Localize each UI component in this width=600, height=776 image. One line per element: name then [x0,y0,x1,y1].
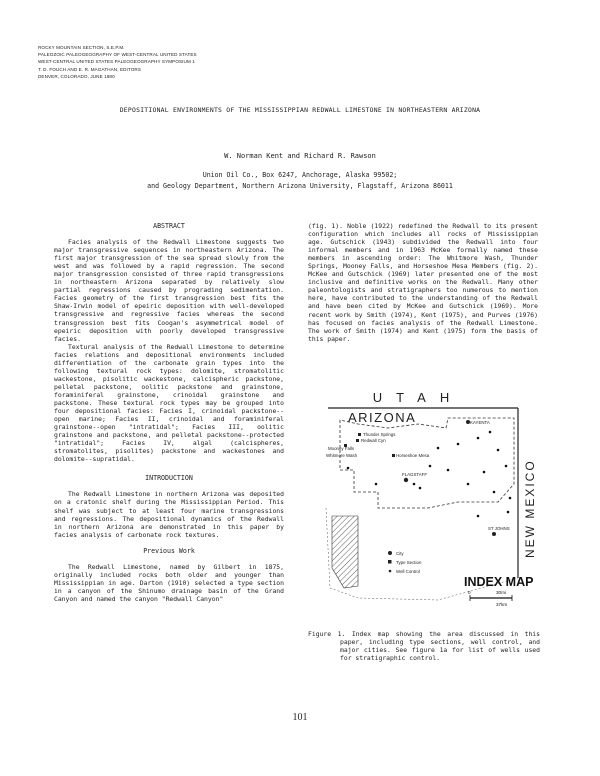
city-marker [404,478,408,482]
index-map-figure [318,388,546,618]
page-number: 101 [292,712,308,723]
well-marker [467,483,470,486]
well-marker [497,449,500,452]
place-label: ST JOHNS [488,526,510,531]
right-column [308,222,538,343]
legend-label: Well Control [396,569,420,574]
abstract-heading: ABSTRACT [153,222,185,230]
introduction-paragraph: The Redwall Limestone in northern Arizona was deposited on a cratonic shelf during the Mississippian Period. This shelf was subject to at least four marine transgressions and regressions. The depositional dynamics of the Redwall in northern Arizona are demonstrated in this paper by facies analysis of carbonate rock textures. [54,490,284,539]
well-marker [493,491,496,494]
legend-city-symbol [388,551,392,555]
paper-title: DEPOSITIONAL ENVIRONMENTS OF THE MISSISSIPPIAN REDWALL LIMESTONE IN NORTHEASTERN ARIZONA [119,106,481,114]
well-marker [477,437,480,440]
header-line: ROCKY MOUNTAIN SECTION, S.E.P.M. [38,45,125,50]
publication-header [38,44,197,80]
previous-work-heading: Previous Work [143,546,195,555]
place-label: KAYENTA [470,420,490,425]
legend-type-section-symbol [388,560,392,564]
author-affiliation [0,170,600,192]
figure-1-caption: Figure 1. Index map showing the area discussed in this paper, including type sections, well control, and major cities. See figure 1a for list of wells used for stratigraphic control. [308,630,540,663]
well-marker [483,471,486,474]
well-marker [347,467,350,470]
place-label: Mooney Falls [328,446,355,451]
place-label: Redwall Cyn [361,438,386,443]
scale-kilometers: 37km [496,602,508,607]
affiliation-line-2: and Geology Department, Northern Arizona University, Flagstaff, Arizona 86011 [147,182,453,190]
legend-label: Type Section [396,560,422,565]
well-marker [437,447,440,450]
new-mexico-label: NEW MEXICO [523,459,537,558]
legend-label: City [396,551,404,556]
hatched-region [332,516,358,588]
well-marker [505,465,508,468]
well-marker [507,511,510,514]
well-marker [477,515,480,518]
place-label: Whitmore Wash [326,453,358,458]
header-line: DENVER, COLORADO, JUNE 1980 [38,73,115,79]
well-marker [509,497,512,500]
abstract-paragraph-1: Facies analysis of the Redwall Limestone suggests two major transgressive sequences in northeastern Arizona. The first major transgression of the sea spread slowly from the west and was followed by a rapid regression. The second major transgression consisted of three rapid transgressions in northeastern Arizona separated by relatively slow partial regressions caused by prograding sedimentation. Facies geometry of the first transgression best fits the Shaw-Irwin model of epeiric deposition with well-developed transgressive and regressive facies whereas the second transgression best fits Coogan's asymmetrical model of epeiric deposition with poorly developed transgressive facies. [54,238,284,343]
header-line: PALEOZOIC PALEOGEOGRAPHY OF WEST-CENTRAL UNITED STATES [38,52,197,58]
place-label: FLAGSTAFF [402,472,428,477]
type-section-marker [356,439,359,442]
well-marker [413,483,416,486]
well-marker [375,483,378,486]
well-marker [457,443,460,446]
paper-authors: W. Norman Kent and Richard R. Rawson [224,152,376,160]
previous-work-paragraph: The Redwall Limestone, named by Gilbert in 1875, originally included rocks both older and younger than Mississippian in age. Darton (1910) selected a type section in a canyon of the Shinumo drainage basin of the Grand Canyon and named the canyon "Redwall Canyon" [54,562,284,603]
introduction-heading: INTRODUCTION [145,474,193,483]
header-line: WEST-CENTRAL UNITED STATES PALEOGEOGRAPHY SYMPOSIUM 1 [38,59,195,65]
utah-label: UTAH [372,390,464,405]
well-marker [419,487,422,490]
well-marker [447,469,450,472]
city-marker [492,532,496,536]
right-paragraph-1: (fig. 1). Noble (1922) redefined the Redwall to its present configuration which includes all rocks of Mississippian age. Gutschick (1943) subdivided the Redwall into four informal members and in 1963 McKee formally named these members in ascending order: The Whitmore Wash, Thunder Springs, Mooney Falls, and Horseshoe Mesa Members (fig. 2). McKee and Gutschick (1969) later presented one of the most inclusive and definitive works on the Redwall. Many other paleontologists and stratigraphers too numerous to mention here, have contributed to the understanding of the Redwall and have been cited by McKee and Gutschick (1969). More recent work by Smith (1974), Kent (1975), and Purves (1976) has focused on facies analysis of the Redwall Limestone. The work of Smith (1974) and Kent (1975) form the basis of this paper. [308,222,538,343]
legend-well-symbol [389,570,392,573]
scale-zero: 0 [468,590,471,595]
place-label: Horseshoe Mesa [396,453,430,458]
map-legend [388,551,422,574]
affiliation-line-1: Union Oil Co., Box 6247, Anchorage, Alaska 99502; [202,171,398,179]
scale-miles: 30mi [496,590,506,595]
index-map-title: INDEX MAP [464,575,534,589]
type-section-marker [392,454,395,457]
abstract-paragraph-2: Textural analysis of the Redwall Limestone to determine facies relations and depositional environments included differentiation of the carbonate grain types into the following textural rock types: dolomite, stromatolitic wackestone, pisolitic wackestone, calcispheric packstone, pelletal packstone, oolitic packstone and grainstone, foraminiferal grainstone, crinoidal grainstone and packstone. These textural rock types may be grouped into four depositional facies: Facies I, crinoidal packstone--open marine; Facies II, crinoidal and foraminiferal grainstone--open "intratidal"; Facies III, oolitic grainstone and packstone, and pelletal packstone--protected "intratidal"; Facies IV, algal (calcispheres, stromatolites, pisolites) packstone and wackestones and dolomite--supratidal. [54,342,284,464]
well-marker [429,465,432,468]
left-column [54,222,284,603]
header-line: T. D. FOUCH AND E. R. MAGATHAN, EDITORS [38,66,142,72]
index-map [318,388,546,618]
figure-caption [308,630,540,662]
place-label: Thunder Springs [363,432,396,437]
arizona-label: ARIZONA [348,410,417,425]
scale-bar [468,590,512,607]
well-marker [489,431,492,434]
type-section-marker [358,433,361,436]
